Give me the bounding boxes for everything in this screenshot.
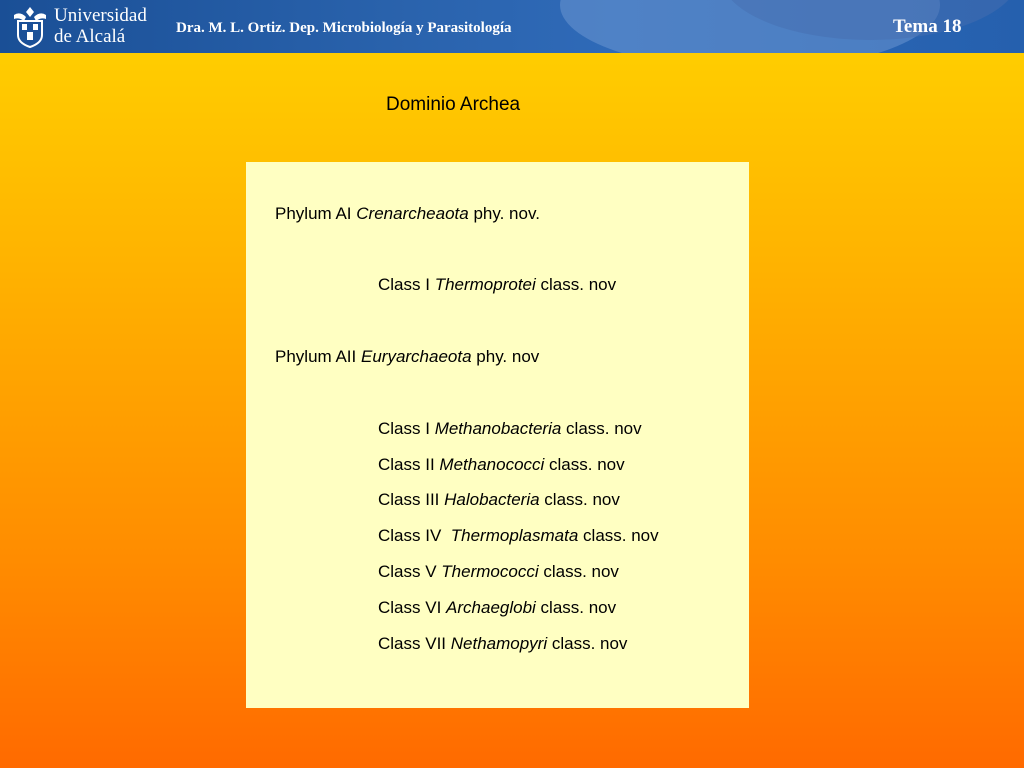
class-line <box>378 598 616 618</box>
phylum-suffix: phy. nov. <box>468 204 540 223</box>
author-label: Dra. M. L. Ortiz. Dep. Microbiología y Parasitología <box>176 20 512 36</box>
university-logo <box>10 5 150 49</box>
class-prefix: Class I <box>378 419 435 438</box>
class-line <box>378 419 642 439</box>
class-suffix: class. nov <box>535 598 617 617</box>
class-suffix: class. nov <box>547 634 628 653</box>
phylum-prefix: Phylum AI <box>275 204 357 223</box>
slide-title: Dominio Archea <box>386 94 521 115</box>
class-line <box>378 526 659 546</box>
class-name: Nethamopyri <box>450 634 548 653</box>
phylum-line <box>275 347 539 367</box>
class-prefix: Class VI <box>378 598 447 617</box>
class-line <box>378 455 625 475</box>
class-prefix: Class II <box>378 455 440 474</box>
class-line <box>378 634 627 654</box>
tema-label: Tema 18 <box>893 16 962 37</box>
class-prefix: Class VII <box>378 634 451 653</box>
class-name: Methanobacteria <box>434 419 562 438</box>
class-line <box>378 490 620 510</box>
phylum-name: Crenarcheaota <box>356 204 469 223</box>
phylum-suffix: phy. nov <box>471 347 540 366</box>
class-suffix: class. nov <box>544 455 625 474</box>
class-name: Methanococci <box>439 455 545 474</box>
class-name: Archaeglobi <box>446 598 536 617</box>
class-name: Thermoplasmata <box>450 526 579 545</box>
class-suffix: class. nov <box>535 275 617 294</box>
class-prefix: Class IV <box>378 526 451 545</box>
class-prefix: Class III <box>378 490 445 509</box>
logo-text-line1: Universidad <box>54 5 147 26</box>
class-name: Thermoprotei <box>434 275 536 294</box>
crest-icon <box>10 5 50 49</box>
class-prefix: Class V <box>378 562 442 581</box>
header-bar <box>0 0 1024 53</box>
class-prefix: Class I <box>378 275 435 294</box>
logo-text-line2: de Alcalá <box>54 26 126 47</box>
phylum-prefix: Phylum AII <box>275 347 361 366</box>
phylum-line <box>275 204 540 224</box>
class-suffix: class. nov <box>539 490 620 509</box>
class-line <box>378 275 616 295</box>
class-name: Thermococci <box>441 562 539 581</box>
class-suffix: class. nov <box>538 562 619 581</box>
class-suffix: class. nov <box>578 526 659 545</box>
class-line <box>378 562 619 582</box>
phylum-name: Euryarchaeota <box>360 347 472 366</box>
class-name: Halobacteria <box>444 490 540 509</box>
class-suffix: class. nov <box>561 419 642 438</box>
